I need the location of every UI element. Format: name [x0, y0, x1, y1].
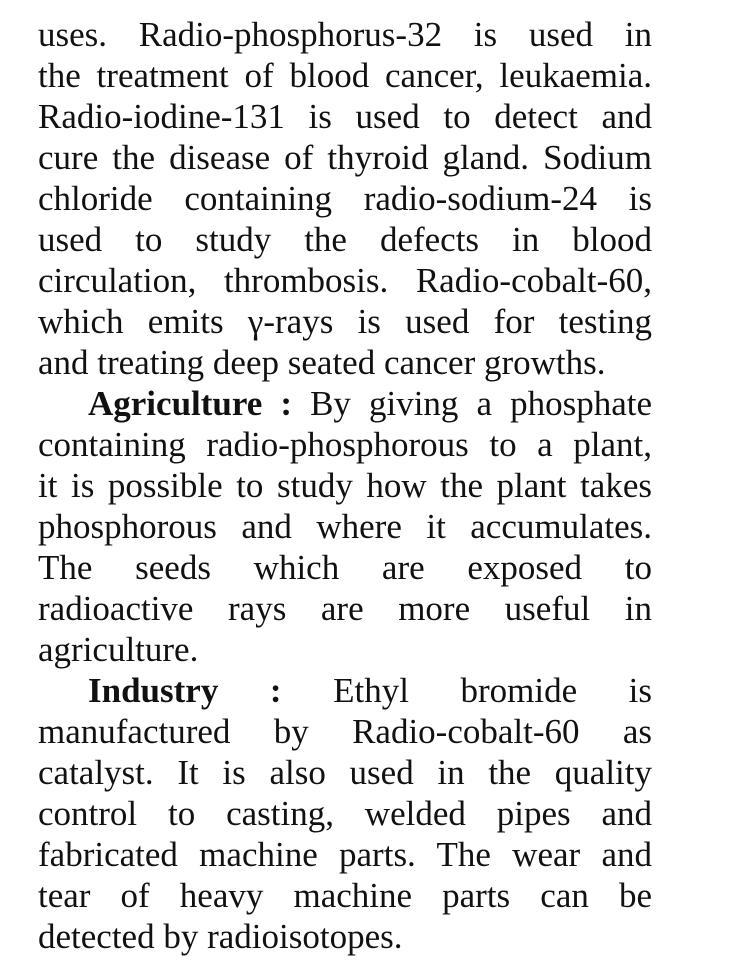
text-line: radioactive rays are more useful in: [38, 589, 652, 628]
industry-heading: Industry :: [88, 671, 282, 710]
document-page: [38, 14, 652, 957]
text-line: agriculture.: [38, 630, 199, 669]
text-fragment: By giving a phosphate: [292, 384, 652, 423]
industry-paragraph: [38, 670, 652, 957]
text-line: the treatment of blood cancer, leukaemia.: [38, 56, 652, 95]
paragraph-first-line: [38, 670, 652, 711]
text-line: cure the disease of thyroid gland. Sodium: [38, 138, 652, 177]
agriculture-paragraph: [38, 383, 652, 670]
text-line: control to casting, welded pipes and: [38, 794, 652, 833]
agriculture-heading: Agriculture :: [88, 384, 293, 423]
text-line: and treating deep seated cancer growths.: [38, 343, 606, 382]
medical-uses-paragraph: [38, 14, 652, 383]
text-line: used to study the defects in blood: [38, 220, 652, 259]
paragraph-first-line: [38, 383, 652, 424]
text-line: chloride containing radio-sodium-24 is: [38, 179, 652, 218]
text-line: containing radio-phosphorous to a plant,: [38, 425, 652, 464]
text-line: phosphorous and where it accumulates.: [38, 507, 652, 546]
text-line: it is possible to study how the plant takes: [38, 466, 652, 505]
text-line: circulation, thrombosis. Radio-cobalt-60,: [38, 261, 652, 300]
text-line: The seeds which are exposed to: [38, 548, 652, 587]
text-fragment: Ethyl bromide is: [281, 671, 653, 710]
text-line: uses. Radio-phosphorus-32 is used in: [38, 15, 652, 54]
text-line: catalyst. It is also used in the quality: [38, 753, 652, 792]
text-line: fabricated machine parts. The wear and: [38, 835, 652, 874]
text-line: which emits γ-rays is used for testing: [38, 302, 652, 341]
text-line: tear of heavy machine parts can be: [38, 876, 652, 915]
text-line: manufactured by Radio-cobalt-60 as: [38, 712, 652, 751]
text-line: Radio-iodine-131 is used to detect and: [38, 97, 652, 136]
text-line: detected by radioisotopes.: [38, 917, 403, 956]
